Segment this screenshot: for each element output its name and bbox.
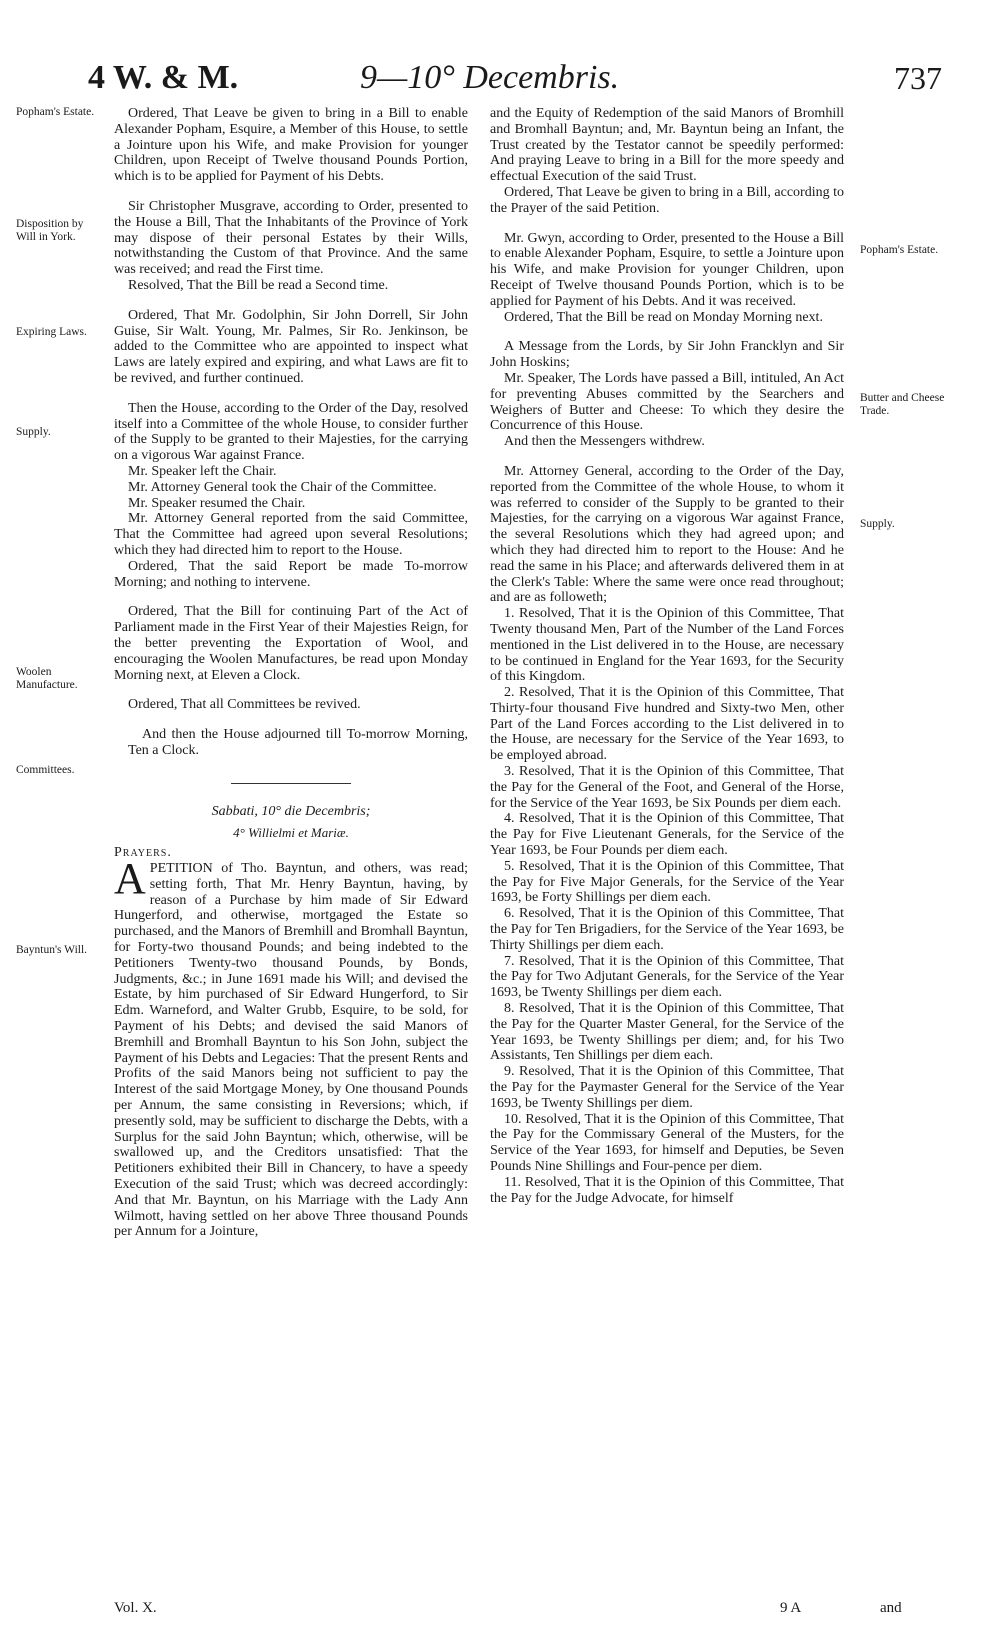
resolution-2: 2. Resolved, That it is the Opinion of this Committee, That Thirty-four thousand Five hundred and Sixty-two Men, other Part of the Land Forces according to the List delivered in to the House, are necessary for the Service of the Year 1693, to be employed abroad. (490, 685, 844, 764)
entry-lords-message: A Message from the Lords, by Sir John Francklyn and Sir John Hoskins; (490, 339, 844, 371)
resolution-1: 1. Resolved, That it is the Opinion of this Committee, That Twenty thousand Men, Part of the Number of the Land Forces mentioned in the List delivered in to the House, are necessary to be continued in England for the Year 1693, for the Security of this Kingdom. (490, 606, 844, 685)
margin-note: Woolen Manufacture. (16, 666, 78, 691)
entry-speaker-resumed: Mr. Speaker resumed the Chair. (128, 495, 306, 511)
margin-note: Committees. (16, 764, 75, 776)
header-regnal-year: 4 W. & M. (88, 59, 239, 96)
footer-volume: Vol. X. (114, 1600, 157, 1616)
section-rule (231, 783, 351, 784)
resolution-6: 6. Resolved, That it is the Opinion of this Committee, That the Pay for Ten Brigadiers, for the Service of the Year 1693, be Thirty Shillings per diem each. (490, 906, 844, 953)
resolution-10: 10. Resolved, That it is the Opinion of this Committee, That the Pay for the Commissary General of the Musters, for the Service of the Year 1693, for himself and Deputies, be Seven Pounds Nine Shillings and Four-pence per diem. (490, 1111, 844, 1174)
entry-committees-revived: Ordered, That all Committees be revived. (128, 697, 361, 713)
entry-popham-monday: Ordered, That the Bill be read on Monday Morning next. (504, 309, 823, 325)
entry-bayntun-cont: and the Equity of Redemption of the said Manors of Bromhill and Bromhall Bayntun; and, Mr. Bayntun being an Infant, the Trust created by the Testator cannot be speedily performed: And praying Leave to bring in a Bill for the more speedy and effectual Execution of the said Trust. (490, 106, 844, 185)
entry-supply-committee: Then the House, according to the Order of the Day, resolved itself into a Committee of the whole House, to consider further of the Supply to be granted to their Majesties, for the carrying on a vigorous War against France. (114, 400, 468, 464)
entry-report-tomorrow: Ordered, That the said Report be made To-morrow Morning; and nothing to intervene. (114, 558, 468, 590)
entry-expiring-laws: Ordered, That Mr. Godolphin, Sir John Dorrell, Sir John Guise, Sir Walt. Young, Mr. Palmes, Sir Ro. Jenkinson, be added to the Committee who are appointed to inspect what Laws are lately expired and expiring, and what Laws are fit to be revived, and further continued. (114, 307, 468, 386)
left-column (114, 106, 468, 1240)
right-column (490, 106, 844, 1206)
entry-woolen: Ordered, That the Bill for continuing Part of the Act of Parliament made in the First Year of their Majesties Reign, for the better preventing the Exportation of Wool, and encouraging the Woolen Manufactures, be read upon Monday Morning next, at Eleven a Clock. (114, 604, 468, 683)
drop-cap: A (114, 854, 146, 904)
entry-attorney-chair: Mr. Attorney General took the Chair of the Committee. (128, 479, 437, 495)
margin-note: Supply. (860, 518, 895, 530)
resolution-9: 9. Resolved, That it is the Opinion of this Committee, That the Pay for the Paymaster General for the Service of the Year 1693, be Twenty Shillings per diem. (490, 1064, 844, 1111)
entry-york-bill: Sir Christopher Musgrave, according to Order, presented to the House a Bill, That the Inhabitants of the Province of York may dispose of their personal Estates by their Wills, notwithstanding the Custom of that Province. And the same was received; and read the First time. (114, 198, 468, 278)
margin-note: Popham's Estate. (860, 244, 939, 256)
page-number: 737 (894, 60, 942, 96)
entry-speaker-left: Mr. Speaker left the Chair. (128, 463, 277, 479)
footer-signature: 9 A (780, 1600, 802, 1616)
margin-note: Bayntun's Will. (16, 944, 88, 956)
entry-york-resolved: Resolved, That the Bill be read a Second time. (128, 277, 389, 293)
resolution-5: 5. Resolved, That it is the Opinion of this Committee, That the Pay for Five Major Generals, for the Service of the Year 1693, be Forty Shillings per diem each. (490, 858, 844, 906)
resolution-11: 11. Resolved, That it is the Opinion of this Committee, That the Pay for the Judge Advocate, for himself (490, 1174, 844, 1206)
margin-note: Disposition by Will in York. (16, 218, 84, 243)
header-dates: 9—10° Decembris. (360, 59, 620, 96)
entry-attorney-report: Mr. Attorney General reported from the said Committee, That the Committee had agreed upon several Resolutions; which they had directed him to report to the House. (114, 511, 468, 558)
entry-supply-report: Mr. Attorney General, according to the Order of the Day, reported from the Committee of the whole House, to whom it was referred to consider of the Supply to be granted to their Majesties, for the carrying on a vigorous War against France, the several Resolutions which they had agreed upon; and which they had directed him to report to the House: And he read the same in his Place; and afterwards delivered them in at the Clerk's Table: Where the same were once read throughout; and are as followeth; (490, 463, 844, 606)
running-header (88, 58, 942, 108)
entry-popham-bill: Mr. Gwyn, according to Order, presented to the House a Bill to enable Alexander Popham, Esquire, to settle a Jointure upon his Wife, and make Provision for younger Children, upon Receipt of Twelve thousand Pounds Portion, which is to be applied for Payment of his Debts. And it was received. (490, 230, 844, 309)
margin-note: Expiring Laws. (16, 326, 87, 338)
regnal-heading: 4° Willielmi et Mariæ. (233, 825, 349, 841)
entry-bayntun-leave: Ordered, That Leave be given to bring in a Bill, according to the Prayer of the said Petition. (490, 184, 844, 216)
margin-note: Butter and Cheese Trade. (860, 392, 945, 417)
entry-popham-leave: Ordered, That Leave be given to bring in a Bill to enable Alexander Popham, Esquire, a Member of this House, to settle a Jointure upon his Wife, and make Provision for younger Children, upon Receipt of Twelve thousand Pounds Portion, which is to be applied for Payment of his Debts. (114, 106, 468, 185)
resolution-7: 7. Resolved, That it is the Opinion of this Committee, That the Pay for Two Adjutant Generals, for the Service of the Year 1693, be Twenty Shillings per diem each. (490, 953, 844, 1001)
prayers-heading: Prayers. (114, 845, 172, 861)
entry-messengers: And then the Messengers withdrew. (504, 434, 705, 450)
entry-adjourned: And then the House adjourned till To-morrow Morning, Ten a Clock. (128, 727, 468, 758)
bayntun-petition (114, 854, 468, 1240)
footer-catchword: and (880, 1600, 902, 1616)
resolution-3: 3. Resolved, That it is the Opinion of this Committee, That the Pay for the General of the Foot, and General of the Horse, for the Service of the Year 1693, be Six Pounds per diem each. (490, 764, 844, 811)
entry-butter-cheese: Mr. Speaker, The Lords have passed a Bill, intituled, An Act for preventing Abuses committed by the Searchers and Weighers of Butter and Cheese: To which they desire the Concurrence of this House. (490, 370, 844, 434)
resolution-4: 4. Resolved, That it is the Opinion of this Committee, That the Pay for Five Lieutenant Generals, for the Service of the Year 1693, be Four Pounds per diem each. (490, 811, 844, 859)
day-heading: Sabbati, 10° die Decembris; (211, 803, 371, 819)
margin-note: Popham's Estate. (16, 106, 95, 118)
margin-note: Supply. (16, 426, 51, 438)
resolution-8: 8. Resolved, That it is the Opinion of this Committee, That the Pay for the Quarter Master General, for the Service of the Year 1693, be Twenty Shillings per diem; and, for his Two Assistants, Ten Shillings per diem each. (490, 1001, 844, 1064)
bayntun-petition-text: PETITION of Tho. Bayntun, and others, was read; setting forth, That Mr. Henry Bayntun, having, by reason of a Purchase by him made of Sir Edward Hungerford, and otherwise, mortgaged the Estate so purchased, and the Manors of Bremhill and Bromhall Bayntun, for Forty-two thousand Pounds; and being indebted to the Petitioners Twenty-two thousand Pounds, by Bonds, Judgments, &c.; in June 1691 made his Will; and devised the Estate, by him purchased of Sir Edward Hungerford, to Sir Edm. Warneford, and Walter Grubb, Esquire, to be sold, for Payment of his Debts; and devised the said Manors of Bremhill and Bromhall Bayntun to his Son John, subject the Payment of his Debts and Legacies: That the present Rents and Profits of the said Manors being not sufficient to pay the Interest of the said Mortgage Money, by One thousand Pounds per Annum, the same consisting in Reversions; which, if presently sold, may be sufficient to discharge the Debts, with a Surplus for the said John Bayntun; which, otherwise, will be swallowed up, and the Creditors unsatisfied: That the Petitioners exhibited their Bill in Chancery, to have a speedy Execution of the said Trust; which was decreed accordingly: And that Mr. Bayntun, on his Marriage with the Lady Ann Wilmott, having settled on her above Three thousand Pounds per Annum for a Jointure, (114, 861, 468, 1240)
